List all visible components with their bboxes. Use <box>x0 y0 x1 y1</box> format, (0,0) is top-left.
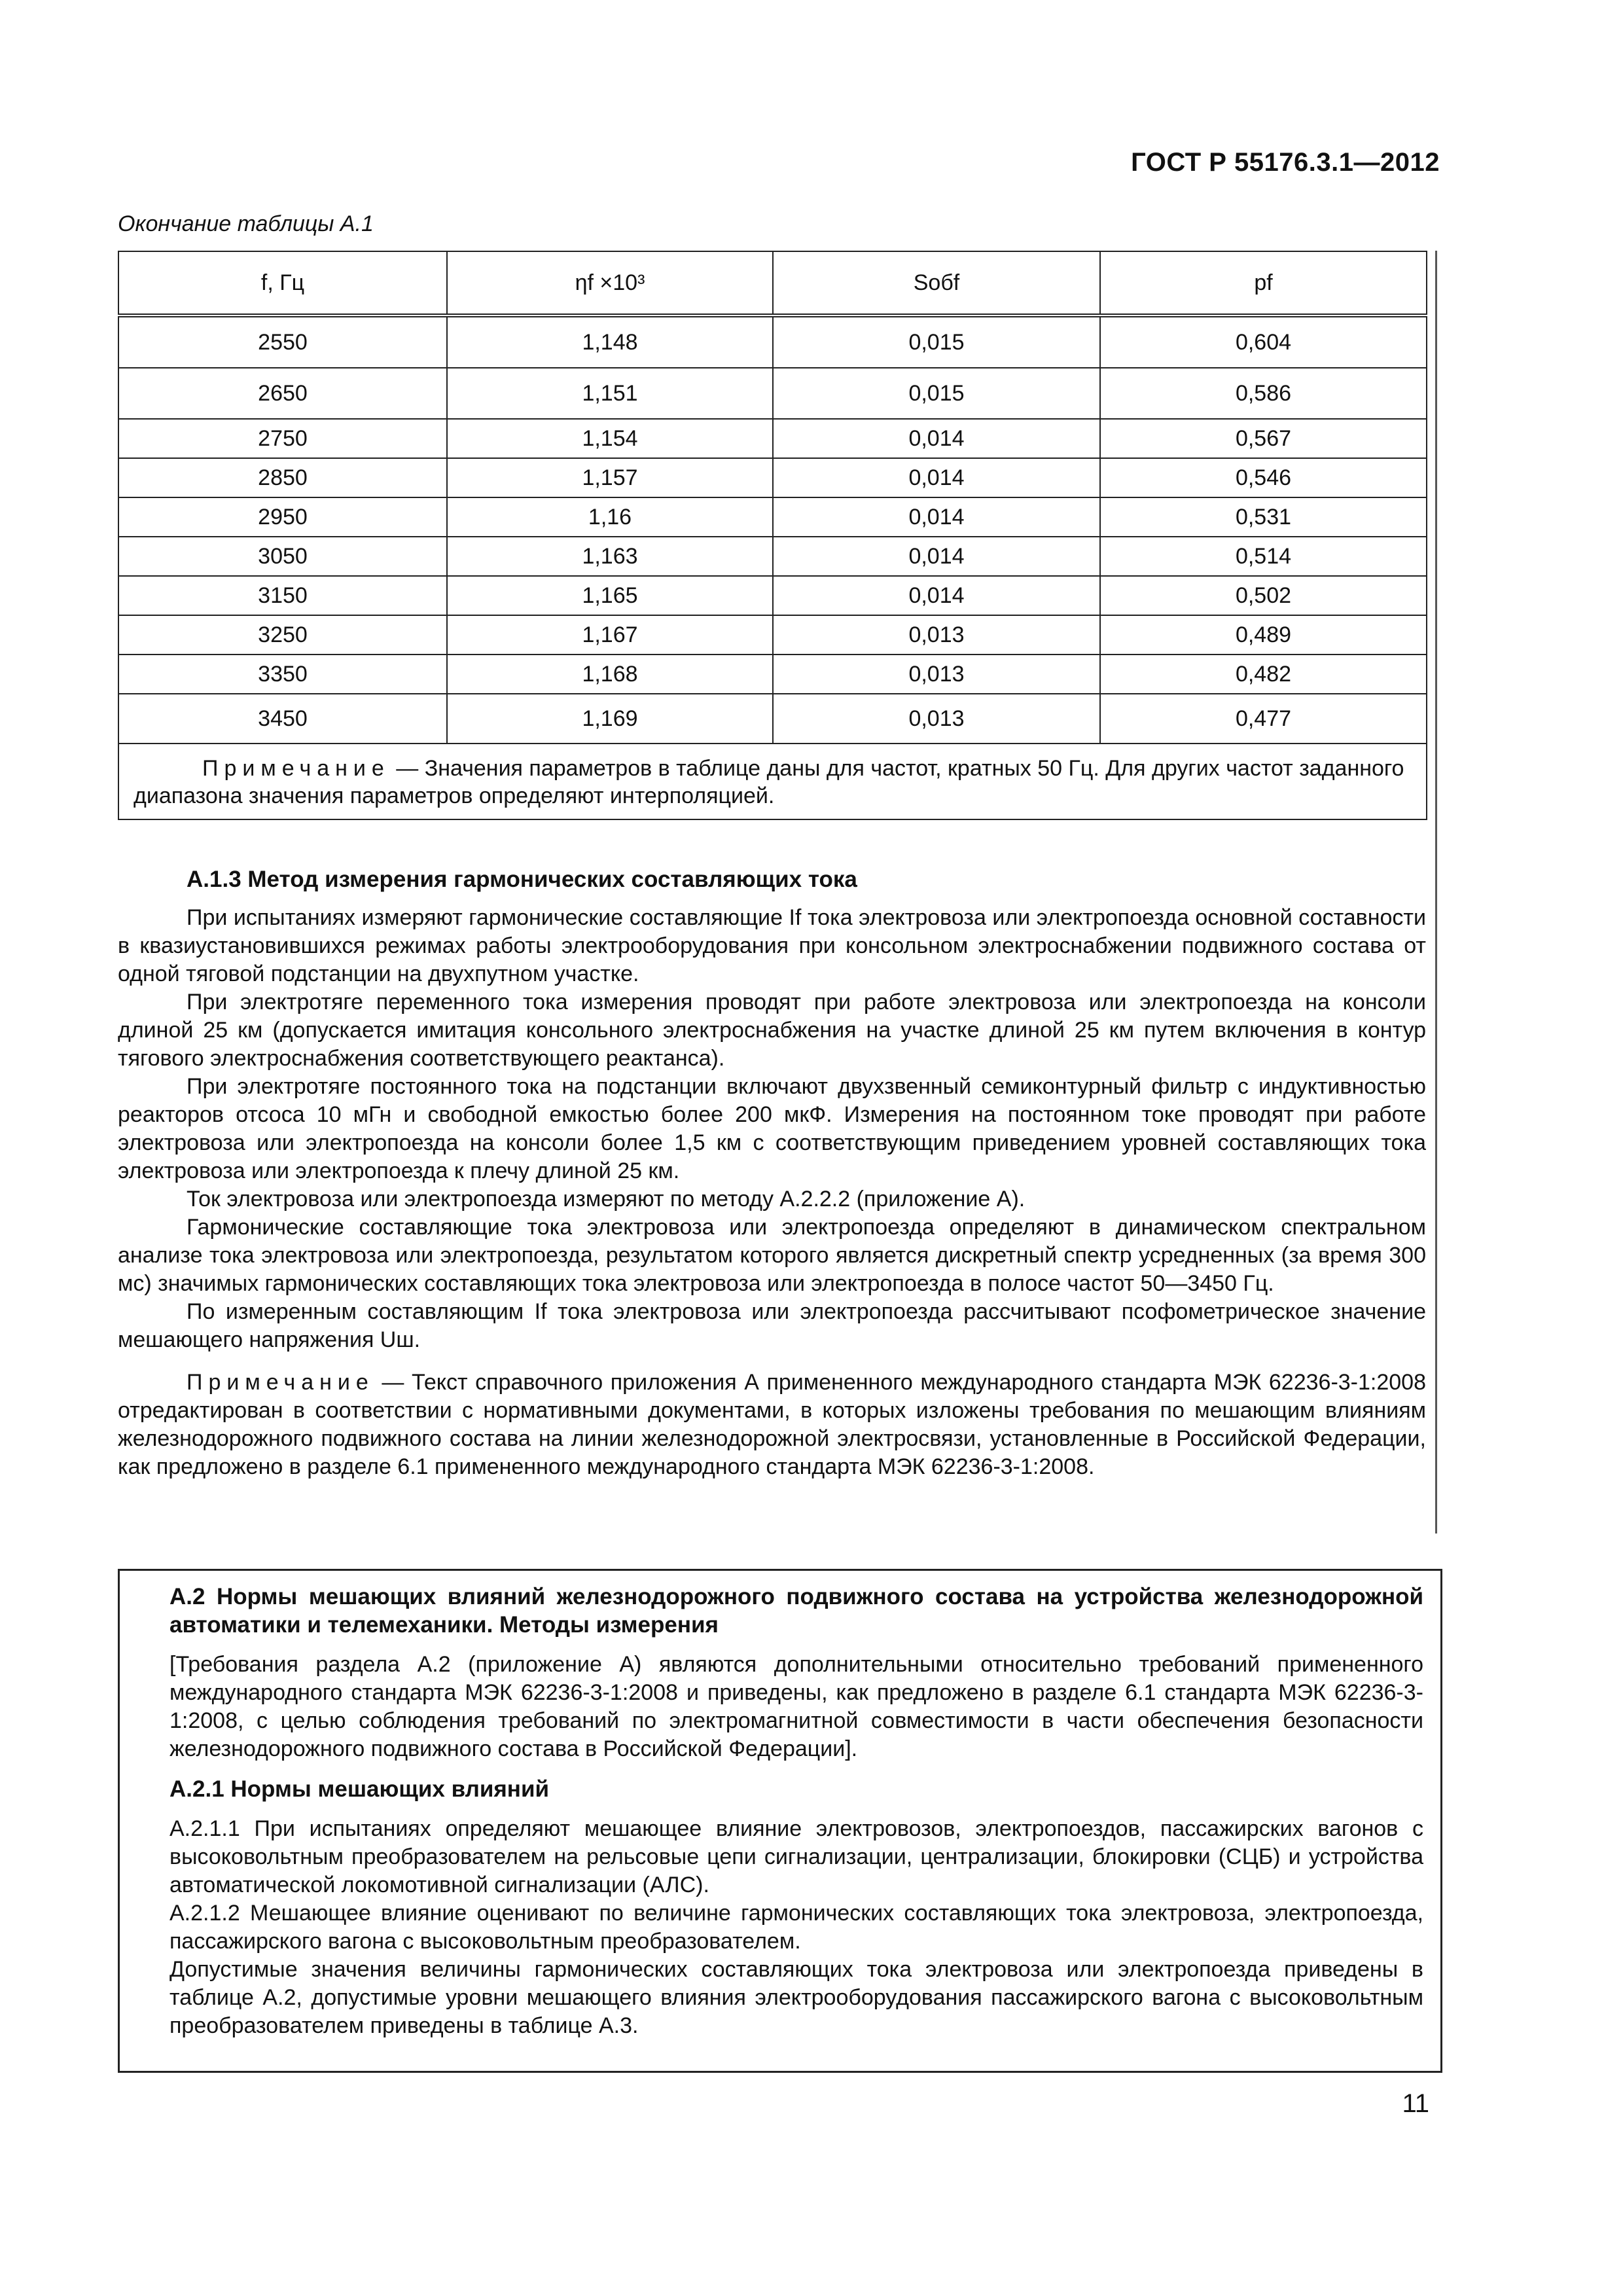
cell: 0,013 <box>773 615 1100 655</box>
section-a13-heading: А.1.3 Метод измерения гармонических составляющих тока <box>187 867 857 892</box>
table-row <box>118 497 1427 537</box>
table-caption: Окончание таблицы А.1 <box>118 211 374 236</box>
cell: 2550 <box>118 315 447 368</box>
cell: 1,165 <box>447 576 773 615</box>
cell: 0,586 <box>1100 368 1427 419</box>
cell: 0,514 <box>1100 537 1427 576</box>
header-p: pf <box>1100 251 1427 315</box>
table-note <box>118 744 1427 819</box>
cell: 0,015 <box>773 368 1100 419</box>
paragraph: А.2.1.2 Мешающее влияние оценивают по величине гармонических составляющих тока электровоза, электропоезда, пассажирского вагона с высоковольтным преобразователем. <box>169 1901 1423 1954</box>
cell: 0,014 <box>773 458 1100 497</box>
cell: 1,163 <box>447 537 773 576</box>
cell: 2650 <box>118 368 447 419</box>
table-row <box>118 315 1427 368</box>
section-a13 <box>118 865 1426 1481</box>
cell: 0,013 <box>773 694 1100 744</box>
change-bar <box>1435 251 1437 1534</box>
cell: 1,167 <box>447 615 773 655</box>
cell: 3450 <box>118 694 447 744</box>
cell: 0,482 <box>1100 655 1427 694</box>
table-note-text: — Значения параметров в таблице даны для частот, кратных 50 Гц. Для других частот заданного диапазона значения параметров определяют интерполяцией. <box>134 756 1404 808</box>
paragraph: По измеренным составляющим If тока электровоза или электропоезда рассчитывают псофометрическое значение мешающего напряжения Uш. <box>118 1299 1426 1352</box>
cell: 0,546 <box>1100 458 1427 497</box>
cell: 1,151 <box>447 368 773 419</box>
section-a2-heading: А.2 Нормы мешающих влияний железнодорожного подвижного состава на устройства железнодорожной автоматики и телемеханики. Методы измерения <box>169 1584 1423 1638</box>
table-row <box>118 458 1427 497</box>
table-row <box>118 655 1427 694</box>
paragraph: Допустимые значения величины гармонических составляющих тока электровоза или электропоезда приведены в таблице А.2, допустимые уровни мешающего влияния электрооборудования пассажирского вагона с высоковольтным преобразователем приведены в таблице А.3. <box>169 1957 1423 2038</box>
table-note-row <box>118 744 1427 819</box>
cell: 0,502 <box>1100 576 1427 615</box>
section-note <box>118 1369 1426 1481</box>
cell: 0,014 <box>773 419 1100 458</box>
table-row <box>118 615 1427 655</box>
data-table <box>118 251 1427 820</box>
paragraph: [Требования раздела А.2 (приложение А) являются дополнительными относительно требований примененного международного стандарта МЭК 62236-3-1:2008 и приведены, как предложено в разделе 6.1 стандарта МЭК 62236-3-1:2008, с целью соблюдения требований по электромагнитной совместимости в части обеспечения безопасности железнодорожного подвижного состава в Российской Федерации]. <box>169 1652 1423 1761</box>
cell: 2950 <box>118 497 447 537</box>
cell: 0,477 <box>1100 694 1427 744</box>
cell: 0,014 <box>773 537 1100 576</box>
cell: 0,014 <box>773 576 1100 615</box>
table-row <box>118 576 1427 615</box>
cell: 0,013 <box>773 655 1100 694</box>
paragraph: Гармонические составляющие тока электровоза или электропоезда определяют в динамическом спектральном анализе тока электровоза или электропоезда, результатом которого является дискретный спектр усредненных (за время 300 мс) значимых гармонических составляющих тока электровоза или электропоезда в полосе частот 50—3450 Гц. <box>118 1215 1426 1296</box>
table-row <box>118 368 1427 419</box>
cell: 3150 <box>118 576 447 615</box>
section-a21-heading: А.2.1 Нормы мешающих влияний <box>169 1776 549 1802</box>
paragraph: При электротяге постоянного тока на подстанции включают двухзвенный семиконтурный фильтр с индуктивностью реакторов отсоса 10 мГн и свободной емкостью более 200 мкФ. Измерения на постоянном токе проводят при работе электровоза или электропоезда на консоли более 1,5 км с соответствующим приведением уровней составляющих тока электровоза или электропоезда к плечу длиной 25 км. <box>118 1074 1426 1183</box>
page-number: 11 <box>1402 2089 1429 2118</box>
cell: 1,157 <box>447 458 773 497</box>
cell: 1,168 <box>447 655 773 694</box>
cell: 3250 <box>118 615 447 655</box>
cell: 3050 <box>118 537 447 576</box>
section-note-label: Примечание <box>187 1370 374 1395</box>
paragraph: При испытаниях измеряют гармонические составляющие If тока электровоза или электропоезда основной составности в квазиустановившихся режимах работы электрооборудования при консольном электроснабжении подвижного состава от одной тяговой подстанции на двухпутном участке. <box>118 905 1426 986</box>
cell: 0,015 <box>773 315 1100 368</box>
section-a2 <box>169 1583 1423 2040</box>
cell: 0,489 <box>1100 615 1427 655</box>
paragraph: При электротяге переменного тока измерения проводят при работе электровоза или электропоезда на консоли длиной 25 км (допускается имитация консольного электроснабжения на участке длиной 25 км путем включения в контур тягового электроснабжения соответствующего реактанса). <box>118 990 1426 1071</box>
table-header-row <box>118 251 1427 315</box>
section-note-text: — Текст справочного приложения А примененного международного стандарта МЭК 62236-3-1:2008 отредактирован в соответствии с нормативными документами, в которых изложены требования по мешающим влияниям железнодорожного подвижного состава на линии железнодорожной электросвязи, установленные в Российской Федерации, как предложено в разделе 6.1 примененного международного стандарта МЭК 62236-3-1:2008. <box>118 1370 1426 1479</box>
table-note-label: Примечание <box>202 756 390 781</box>
table-row <box>118 694 1427 744</box>
cell: 2850 <box>118 458 447 497</box>
cell: 0,567 <box>1100 419 1427 458</box>
paragraph: А.2.1.1 При испытаниях определяют мешающее влияние электровозов, электропоездов, пассажирских вагонов с высоковольтным преобразователем на рельсовые цепи сигнализации, централизации, блокировки (СЦБ) и устройства автоматической локомотивной сигнализации (АЛС). <box>169 1816 1423 1897</box>
header-s: Sобf <box>773 251 1100 315</box>
cell: 3350 <box>118 655 447 694</box>
cell: 0,604 <box>1100 315 1427 368</box>
cell: 1,169 <box>447 694 773 744</box>
standard-code: ГОСТ Р 55176.3.1—2012 <box>1131 148 1440 177</box>
header-eta: ηf ×10³ <box>447 251 773 315</box>
table-a1-continuation <box>118 251 1426 820</box>
cell: 2750 <box>118 419 447 458</box>
cell: 0,014 <box>773 497 1100 537</box>
paragraph: Ток электровоза или электропоезда измеряют по методу А.2.2.2 (приложение А). <box>187 1187 1026 1211</box>
table-row <box>118 537 1427 576</box>
table-row <box>118 419 1427 458</box>
cell: 1,148 <box>447 315 773 368</box>
cell: 1,154 <box>447 419 773 458</box>
cell: 0,531 <box>1100 497 1427 537</box>
header-f: f, Гц <box>118 251 447 315</box>
cell: 1,16 <box>447 497 773 537</box>
section-a2-box <box>118 1569 1442 2073</box>
